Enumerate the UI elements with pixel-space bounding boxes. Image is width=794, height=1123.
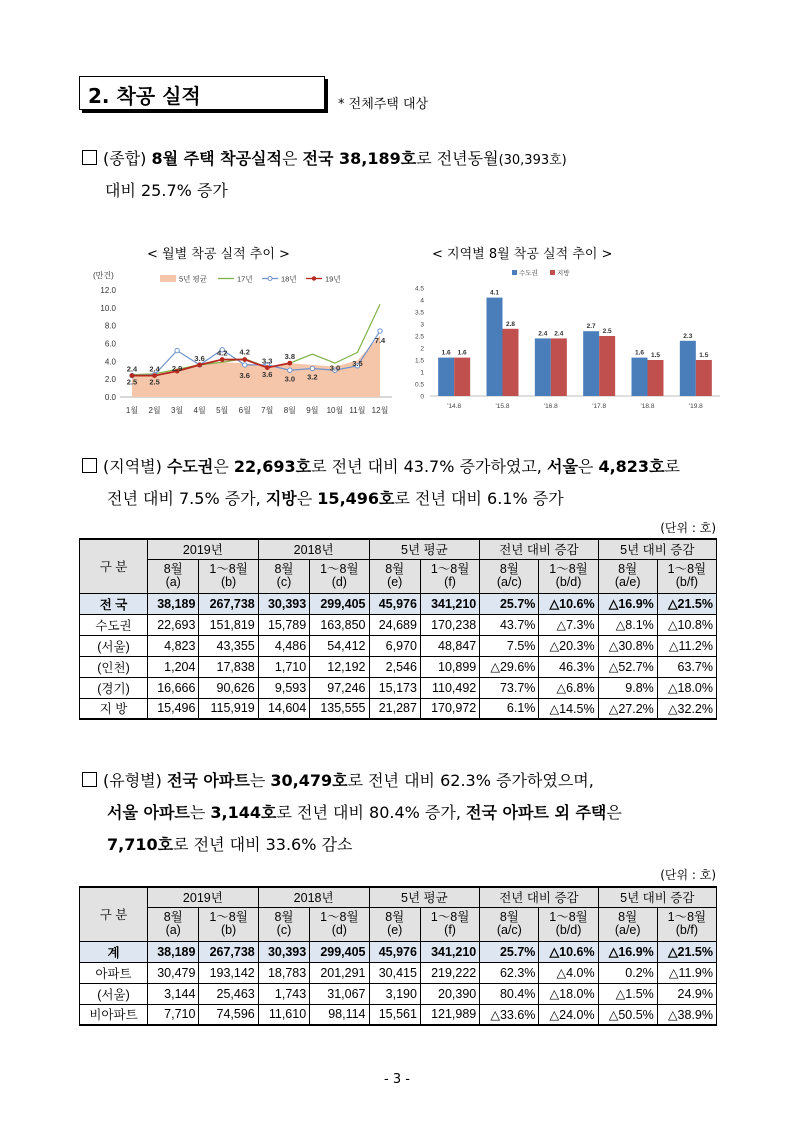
line-chart-xtick: 4월 [193,406,206,415]
line-chart-data-label: 3.5 [352,358,363,368]
table1-cell: △8.1% [598,614,657,635]
line-chart-point [242,357,247,362]
bar-chart-data-label: 1.5 [650,352,661,359]
table1-cell: 17,838 [199,656,258,677]
table2-cell: 201,291 [310,962,369,983]
line-chart-data-label: 3.6 [262,369,273,379]
table1-cell: 135,555 [310,698,369,719]
table2-cell: △24.0% [539,1004,598,1025]
table2-cell: 30,393 [258,941,309,962]
table1-cell: 54,412 [310,635,369,656]
table1-header-sub: 1～8월 (d) [310,559,369,593]
line-chart-data-label: 3.6 [194,353,205,363]
line-chart-data-label: 2.5 [149,377,160,387]
bar-chart-bar [438,358,454,396]
line-chart-xtick: 10월 [326,406,344,415]
table1-cell: 15,173 [369,677,420,698]
table1-cell: 170,238 [420,614,479,635]
table1-header-sub: 1～8월 (f) [420,559,479,593]
checkbox-bullet-icon [82,458,97,473]
table2-cell: 11,610 [258,1004,309,1025]
bar-chart-bar [454,358,470,396]
table1-row-label: (서울) [80,635,148,656]
table1-cell: 46.3% [539,656,598,677]
bar-chart-bar [648,360,664,396]
table2-cell: 38,189 [148,941,199,962]
table1-cell: △10.8% [657,614,716,635]
table1-cell: 16,666 [148,677,199,698]
table2-cell: 24.9% [657,983,716,1004]
table1-cell: 9.8% [598,677,657,698]
table1-cell: 43,355 [199,635,258,656]
table1-cell: 341,210 [420,593,479,614]
table1-cell: 151,819 [199,614,258,635]
table2-cell: △38.9% [657,1004,716,1025]
table2-header-sub: 1～8월 (b) [199,907,258,941]
bar-chart-ytick: 4 [420,297,424,305]
legend-label: 5년 평균 [179,274,207,284]
bar-chart-data-label: 2.4 [554,330,564,338]
table2-header-sub: 8월 (c) [258,907,309,941]
legend-label: 지방 [557,270,570,277]
page-number: - 3 - [384,1072,410,1087]
bar-chart-ytick: 2.5 [414,333,424,341]
table2-cell: 15,561 [369,1004,420,1025]
table1-header-sub: 8월 (a/c) [480,559,539,593]
table2-cell: 74,596 [199,1004,258,1025]
table2-header-gubun: 구 분 [80,887,148,941]
table1-cell: 30,393 [258,593,309,614]
table1-header-sub: 8월 (c) [258,559,309,593]
table2-header-group: 5년 평균 [369,887,480,907]
table2-cell: △33.6% [480,1004,539,1025]
bar-chart-ytick: 0.5 [414,381,424,389]
line-chart-point [288,368,292,372]
table1-cell: △14.5% [539,698,598,719]
table1-header-group: 2019년 [148,539,259,559]
table2-header-sub: 1～8월 (f) [420,907,479,941]
line-chart-data-label: 4.2 [239,347,250,357]
table2-header-sub: 8월 (a/e) [598,907,657,941]
bar-chart-bar [503,329,519,396]
line-chart-ylabel: (만건) [93,271,114,280]
section-title-box [79,76,325,110]
legend-swatch [550,270,555,275]
table1-cell: 24,689 [369,614,420,635]
bar-chart-ytick: 4.5 [414,285,424,293]
line-chart-data-label: 3.0 [329,363,341,373]
table2-row-label: 비아파트 [80,1004,148,1025]
table2-row-label: (서울) [80,983,148,1004]
bar-chart-xtick: '19.8 [688,403,703,410]
table1-row-label: 수도권 [80,614,148,635]
legend-marker [268,277,272,281]
checkbox-bullet-icon [82,150,97,165]
line-chart-ytick: 12.0 [100,286,116,295]
table2-header-sub: 1～8월 (b/f) [657,907,716,941]
table1-cell: △20.3% [539,635,598,656]
line-chart-ytick: 0.0 [104,393,116,402]
table1-cell: 21,287 [369,698,420,719]
table1-row [80,593,717,614]
line-chart-xtick: 7월 [261,406,274,415]
legend-swatch [160,275,176,282]
bar-chart-data-label: 1.6 [634,349,645,357]
line-chart-point [220,357,225,362]
table1-header-sub: 1～8월 (b/d) [539,559,598,593]
monthly-starts-line-chart [90,266,400,418]
line-chart-data-label: 3.2 [307,372,318,382]
bar-chart-bar [696,360,712,396]
table1-cell: △11.2% [657,635,716,656]
line-chart-point [378,329,382,333]
bar-chart-data-label: 2.7 [586,323,596,331]
table1-cell: 22,693 [148,614,199,635]
line-chart-xtick: 1월 [125,406,139,415]
table2-cell: △11.9% [657,962,716,983]
bar-chart-xtick: '16.8 [543,403,558,410]
table1-cell: 90,626 [199,677,258,698]
table2-cell: 31,067 [310,983,369,1004]
line-chart-xtick: 3월 [170,406,184,415]
table2-header-group: 5년 대비 증감 [598,887,716,907]
line-chart-data-label: 3.6 [239,370,250,380]
table1-cell: 43.7% [480,614,539,635]
table1-header-group: 2018년 [258,539,369,559]
table2-cell: 299,405 [310,941,369,962]
line-chart-ytick: 10.0 [100,303,116,313]
bar-chart-bar [583,331,599,396]
bar-chart-bar [551,338,567,396]
line-chart-point [243,363,247,367]
monthly-chart-title: < 월별 착공 실적 추이 > [147,247,290,262]
housing-type-starts-table [79,886,717,1026]
table2-cell: 20,390 [420,983,479,1004]
regional-starts-table [79,538,717,720]
line-chart-point [310,366,314,370]
type-paragraph-line1: (유형별) 전국 아파트는 30,479호로 전년 대비 62.3% 증가하였으며, [82,766,594,796]
legend-marker [312,276,316,280]
bar-chart-data-label: 1.5 [699,352,709,359]
table1-header-group: 5년 대비 증감 [598,539,716,559]
line-chart-data-label: 4.2 [216,348,228,358]
table2-cell: 3,190 [369,983,420,1004]
line-chart-data-label: 3.3 [262,356,273,366]
table1-unit: (단위 : 호) [660,521,716,535]
table1-header-sub: 1～8월 (b) [199,559,258,593]
line-chart-data-label: 2.4 [149,364,160,374]
line-chart-data-label: 3.0 [284,374,296,384]
table1-cell: 63.7% [657,656,716,677]
table2-cell: 7,710 [148,1004,199,1025]
table1-row-label: 전 국 [80,593,148,614]
bar-chart-xtick: '14.8 [447,403,462,410]
table1-cell: 4,486 [258,635,309,656]
table2-cell: △10.6% [539,941,598,962]
table1-cell: 299,405 [310,593,369,614]
table1-cell: 163,850 [310,614,369,635]
table1-cell: 115,919 [199,698,258,719]
table1-row-label: (경기) [80,677,148,698]
table2-cell: 25.7% [480,941,539,962]
bar-chart-data-label: 4.1 [489,289,500,297]
table2-cell: 80.4% [480,983,539,1004]
line-chart-point [197,363,202,368]
table2-row-label: 아파트 [80,962,148,983]
table1-cell: 170,972 [420,698,479,719]
line-chart-xtick: 11월 [349,406,366,415]
table1-cell: 7.5% [480,635,539,656]
table2-header-group: 2019년 [148,887,259,907]
table1-cell: 2,546 [369,656,420,677]
table1-cell: △52.7% [598,656,657,677]
table1-cell: 267,738 [199,593,258,614]
table1-cell: 9,593 [258,677,309,698]
line-chart-xtick: 5월 [216,406,229,415]
table2-header-sub: 1～8월 (d) [310,907,369,941]
line-chart-ytick: 2.0 [104,375,116,385]
table1-cell: 45,976 [369,593,420,614]
legend-label: 수도권 [519,270,538,277]
table1-cell: 73.7% [480,677,539,698]
line-chart-ytick: 6.0 [104,339,116,349]
table2-header-sub: 8월 (e) [369,907,420,941]
bar-chart-bar [599,336,615,396]
bar-chart-ytick: 1 [420,369,424,377]
table1-cell: 38,189 [148,593,199,614]
table1-cell: 14,604 [258,698,309,719]
table1-cell: 48,847 [420,635,479,656]
table2-cell: △21.5% [657,941,716,962]
bar-chart-ytick: 0 [420,393,424,401]
table2-cell: 1,743 [258,983,309,1004]
table1-cell: 4,823 [148,635,199,656]
table2-cell: 0.2% [598,962,657,983]
bar-chart-data-label: 2.3 [683,332,693,340]
table2-header-group: 2018년 [258,887,369,907]
table2-row [80,962,717,983]
legend-label: 19년 [325,274,341,284]
table2-cell: 25,463 [199,983,258,1004]
table1-cell: 97,246 [310,677,369,698]
section-title: 2. 착공 실적 [88,84,201,108]
table2-cell: △16.9% [598,941,657,962]
type-paragraph-line2: 서울 아파트는 3,144호로 전년 대비 80.4% 증가, 전국 아파트 외 주택은 [107,803,622,822]
table1-cell: △18.0% [657,677,716,698]
table2-row [80,941,717,962]
table1-header-group: 전년 대비 증감 [480,539,598,559]
table2-cell: △50.5% [598,1004,657,1025]
table1-cell: △16.9% [598,593,657,614]
table2-cell: △18.0% [539,983,598,1004]
table2-header-sub: 8월 (a) [148,907,199,941]
bar-chart-xtick: '18.8 [640,403,655,410]
table2-cell: 30,479 [148,962,199,983]
table1-row-label: 지 방 [80,698,148,719]
table1-cell: 6,970 [369,635,420,656]
table2-cell: 18,783 [258,962,309,983]
regional-paragraph-line2: 전년 대비 7.5% 증가, 지방은 15,496호로 전년 대비 6.1% 증가 [107,489,564,508]
table1-row [80,698,717,719]
table1-cell: 25.7% [480,593,539,614]
table1-cell: 1,204 [148,656,199,677]
table1-header-gubun: 구 분 [80,539,148,593]
table1-header-sub: 8월 (a) [148,559,199,593]
bar-chart-ytick: 3.5 [414,309,424,317]
checkbox-bullet-icon [82,772,97,787]
line-chart-xtick: 6월 [238,406,251,415]
table2-cell: 98,114 [310,1004,369,1025]
table2-cell: 193,142 [199,962,258,983]
table2-cell: 3,144 [148,983,199,1004]
table1-row [80,656,717,677]
bar-chart-bar [632,358,648,396]
bar-chart-data-label: 2.5 [602,328,612,335]
table2-header-group: 전년 대비 증감 [480,887,598,907]
table2-cell: 121,989 [420,1004,479,1025]
bar-chart-data-label: 1.6 [457,349,467,357]
bar-chart-bar [487,298,503,396]
regional-paragraph-line1: (지역별) 수도권은 22,693호로 전년 대비 43.7% 증가하였고, 서울은 4,823호로 [82,452,680,482]
table1-cell: △27.2% [598,698,657,719]
table2-cell: △4.0% [539,962,598,983]
line-chart-data-label: 2.5 [126,377,138,387]
table2-row [80,1004,717,1025]
table1-header-sub: 1～8월 (b/f) [657,559,716,593]
table1-header-sub: 8월 (a/e) [598,559,657,593]
line-chart-data-label: 2.9 [171,364,183,374]
table2-cell: 45,976 [369,941,420,962]
table1-cell: △32.2% [657,698,716,719]
line-chart-xtick: 2월 [148,406,161,415]
table1-row [80,677,717,698]
table2-cell: 267,738 [199,941,258,962]
table2-cell: 30,415 [369,962,420,983]
table1-cell: △21.5% [657,593,716,614]
line-chart-point [287,361,292,366]
bar-chart-xtick: '17.8 [592,403,607,410]
table1-cell: △6.8% [539,677,598,698]
bar-chart-data-label: 1.6 [441,349,451,357]
regional-chart-title: < 지역별 8월 착공 실적 추이 > [432,247,613,262]
line-chart-xtick: 9월 [306,406,319,415]
table2-unit: (단위 : 호) [660,868,716,882]
table1-cell: △7.3% [539,614,598,635]
table2-cell: 62.3% [480,962,539,983]
line-chart-xtick: 12월 [371,406,389,415]
bar-chart-ytick: 2 [420,345,424,353]
bar-chart-data-label: 2.4 [538,330,548,338]
table1-row [80,635,717,656]
table2-row-label: 계 [80,941,148,962]
table1-cell: 15,496 [148,698,199,719]
legend-label: 18년 [281,274,297,284]
table1-row-label: (인천) [80,656,148,677]
bar-chart-data-label: 2.8 [505,320,516,328]
table1-cell: 6.1% [480,698,539,719]
table1-cell: 15,789 [258,614,309,635]
bar-chart-bar [535,338,551,396]
bar-chart-ytick: 1.5 [414,357,424,365]
table1-header-sub: 8월 (e) [369,559,420,593]
table2-cell: 219,222 [420,962,479,983]
table1-cell: 12,192 [310,656,369,677]
line-chart-data-label: 7.4 [374,336,386,346]
table1-cell: 110,492 [420,677,479,698]
summary-paragraph-line1: (종합) 8월 주택 착공실적은 전국 38,189호로 전년동월(30,393호) [82,144,567,176]
table2-row [80,983,717,1004]
table1-cell: 1,710 [258,656,309,677]
table1-cell: △30.8% [598,635,657,656]
table1-cell: △29.6% [480,656,539,677]
section-note: * 전체주택 대상 [338,97,429,112]
table2-header-sub: 8월 (a/c) [480,907,539,941]
line-chart-xtick: 8월 [283,406,296,415]
line-chart-ytick: 4.0 [104,357,116,367]
bar-chart-bar [680,341,696,396]
table2-header-sub: 1～8월 (b/d) [539,907,598,941]
table2-cell: 341,210 [420,941,479,962]
bar-chart-ytick: 3 [420,321,424,329]
legend-swatch [512,270,517,275]
table2-cell: △1.5% [598,983,657,1004]
regional-starts-bar-chart [404,264,726,416]
line-chart-point [175,348,179,352]
bar-chart-xtick: '15.8 [495,403,510,410]
legend-label: 17년 [237,274,253,284]
line-chart-data-label: 2.4 [126,364,138,374]
line-chart-ytick: 8.0 [104,321,116,331]
table1-header-group: 5년 평균 [369,539,480,559]
line-chart-data-label: 3.8 [284,352,296,362]
table1-cell: △10.6% [539,593,598,614]
summary-paragraph-line2: 대비 25.7% 증가 [105,181,228,200]
table1-row [80,614,717,635]
type-paragraph-line3: 7,710호로 전년 대비 33.6% 감소 [107,835,353,854]
table1-cell: 10,899 [420,656,479,677]
